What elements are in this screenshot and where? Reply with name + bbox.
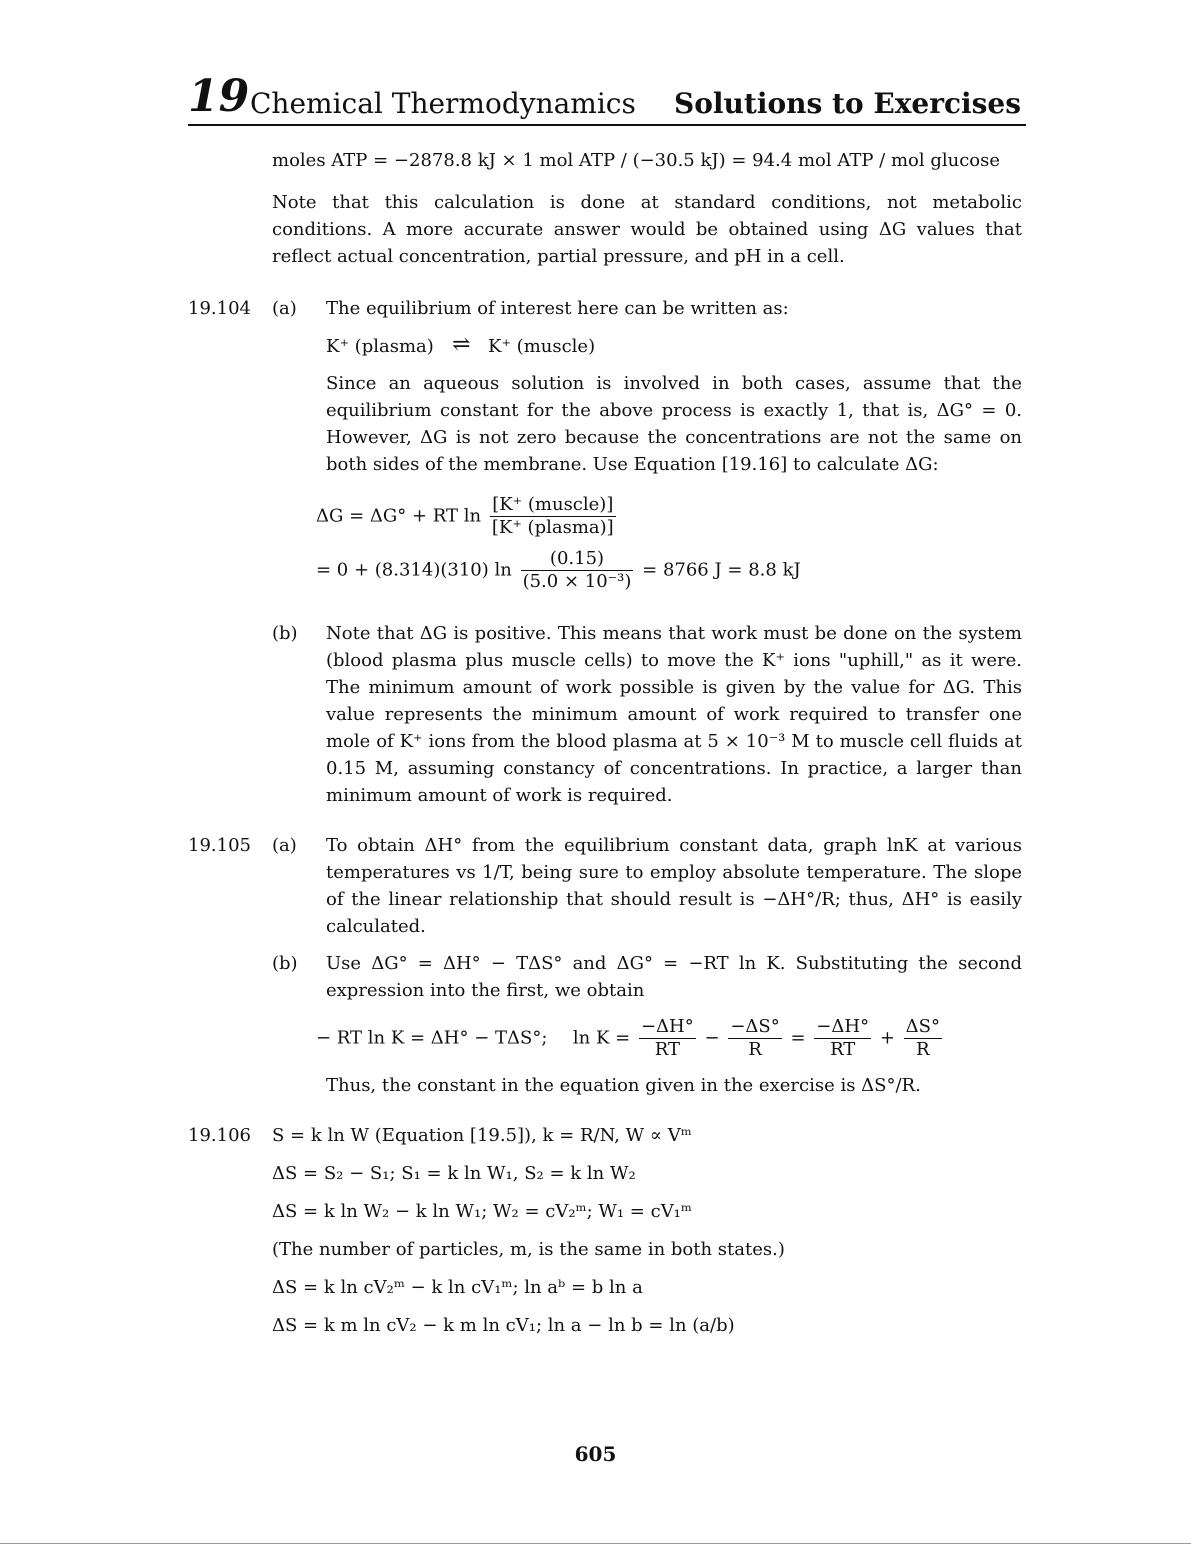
- derivation-line-4: (The number of particles, m, is the same in both states.): [272, 1239, 785, 1260]
- derivation-line-2: ΔS = S₂ − S₁; S₁ = k ln W₁, S₂ = k ln W₂: [272, 1163, 636, 1184]
- eq1-fraction: [490, 494, 616, 539]
- eq2-denominator: (5.0 × 10⁻³): [522, 571, 632, 592]
- part-label-104a: (a): [272, 298, 297, 319]
- part-104a-text: Since an aqueous solution is involved in both cases, assume that the equilibrium constant for the above process is exactly 1, that is, ΔG° = 0. However, ΔG is not zero because the concentrations are not the same on both sides of the membrane. Use Equation [19.16] to calculate ΔG:: [326, 373, 1022, 475]
- delta-g-calculation: [316, 548, 801, 593]
- ln-k-operator-1: −: [704, 1027, 720, 1049]
- eq1-denominator: [K⁺ (plasma)]: [491, 517, 614, 538]
- ln-k-equation: [316, 1016, 945, 1061]
- eq1-numerator: [K⁺ (muscle)]: [490, 494, 616, 517]
- moles-atp-line: moles ATP = −2878.8 kJ × 1 mol ATP / (−30.5 kJ) = 94.4 mol ATP / mol glucose: [272, 150, 1001, 171]
- problem-number-105: 19.105: [188, 835, 251, 856]
- part-label-104b: (b): [272, 623, 298, 644]
- part-105b-conclusion: Thus, the constant in the equation given in the exercise is ΔS°/R.: [326, 1075, 921, 1096]
- ln-k-fraction-1: $\frac{-\Delta H^\circ}{RT}$: [640, 1016, 694, 1060]
- part-104a-intro: The equilibrium of interest here can be written as:: [326, 298, 789, 319]
- header-rule: [188, 124, 1026, 126]
- ln-k-eq-part2: ln K =: [572, 1027, 631, 1049]
- ln-k-operator-2: =: [790, 1027, 806, 1049]
- part-105a-text: To obtain ΔH° from the equilibrium constant data, graph lnK at various temperatures vs 1/T, being sure to employ absolute temperature. The slope of the linear relationship that should result is −ΔH°/R; thus, ΔH° is easily calculated.: [326, 835, 1022, 937]
- part-105b-text: Use ΔG° = ΔH° − TΔS° and ΔG° = −RT ln K. Substituting the second expression into the first, we obtain: [326, 953, 1022, 1001]
- derivation-line-5: ΔS = k ln cV₂ᵐ − k ln cV₁ᵐ; ln aᵇ = b ln a: [272, 1277, 643, 1298]
- section-title: Solutions to Exercises: [674, 87, 1021, 120]
- eq2-numerator: (0.15): [521, 548, 634, 571]
- ln-k-fraction-3: $\frac{-\Delta H^\circ}{RT}$: [816, 1016, 870, 1060]
- eq2-lhs: = 0 + (8.314)(310) ln: [316, 559, 512, 581]
- part-104b-text: Note that ΔG is positive. This means that work must be done on the system (blood plasma plus muscle cells) to move the K⁺ ions "uphill," as it were. The minimum amount of work possible is given by the value for ΔG. This value represents the minimum amount of work required to transfer one mole of K⁺ ions from the blood plasma at 5 × 10⁻³ M to muscle cell fluids at 0.15 M, assuming constancy of concentrations. In practice, a larger than minimum amount of work is required.: [326, 623, 1022, 806]
- part-label-105b: (b): [272, 953, 298, 974]
- delta-g-equation: [316, 494, 619, 539]
- chapter-number: 19: [188, 71, 250, 122]
- part-label-105a: (a): [272, 835, 297, 856]
- equilibrium-right: K⁺ (muscle): [488, 336, 596, 357]
- equilibrium-left: K⁺ (plasma): [326, 336, 434, 357]
- eq2-fraction: [521, 548, 634, 593]
- derivation-line-6: ΔS = k m ln cV₂ − k m ln cV₁; ln a − ln b = ln (a/b): [272, 1315, 735, 1336]
- page-number: 605: [574, 1442, 617, 1466]
- page-bottom-edge: [0, 1543, 1191, 1544]
- problem-number-104: 19.104: [188, 298, 251, 319]
- intro-note: Note that this calculation is done at standard conditions, not metabolic conditions. A more accurate answer would be obtained using ΔG values that reflect actual concentration, partial pressure, and pH in a cell.: [272, 192, 1022, 267]
- ln-k-fraction-4: $\frac{\Delta S^\circ}{R}$: [905, 1016, 940, 1060]
- equilibrium-arrow-icon: ⇌: [452, 332, 471, 357]
- derivation-line-3: ΔS = k ln W₂ − k ln W₁; W₂ = cV₂ᵐ; W₁ = cV₁ᵐ: [272, 1201, 692, 1222]
- chapter-title: Chemical Thermodynamics: [250, 87, 636, 120]
- ln-k-operator-3: +: [879, 1027, 895, 1049]
- ln-k-eq-part1: − RT ln K = ΔH° − TΔS°;: [316, 1027, 548, 1049]
- ln-k-fraction-2: $\frac{-\Delta S^\circ}{R}$: [730, 1016, 780, 1060]
- eq1-lhs: ΔG = ΔG° + RT ln: [316, 505, 482, 527]
- derivation-line-1: S = k ln W (Equation [19.5]), k = R/N, W ∝ Vᵐ: [272, 1125, 692, 1146]
- eq2-result: = 8766 J = 8.8 kJ: [642, 559, 801, 581]
- problem-number-106: 19.106: [188, 1125, 251, 1146]
